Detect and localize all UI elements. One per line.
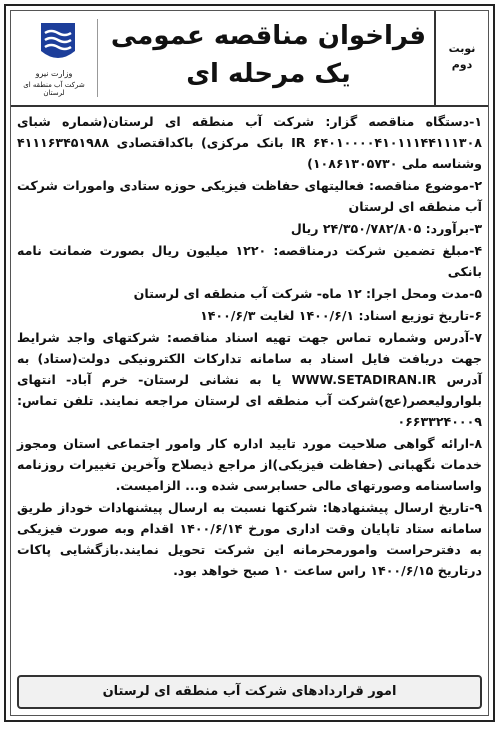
water-logo-icon xyxy=(39,21,77,67)
notice-page xyxy=(4,4,495,722)
item-text: برآورد: ۲۴/۳۵۰/۷۸۲/۸۰۵ ریال xyxy=(290,221,470,236)
edition-line-1: نوبت xyxy=(448,42,476,55)
item-number: ۱- xyxy=(469,114,482,129)
item-number: ۷- xyxy=(469,330,482,345)
item-text: موضوع مناقصه: فعالیتهای حفاظت فیزیکی حوزه ستادی وامورات شرکت آب منطقه ای لرستان xyxy=(17,178,482,214)
title-line-2: یک مرحله ای xyxy=(186,59,351,89)
notice-item xyxy=(17,218,482,239)
notice-frame xyxy=(10,10,489,716)
item-number: ۹- xyxy=(469,500,482,515)
logo-company-text: شرکت آب منطقه ای لرستان xyxy=(23,81,85,97)
title-line-1: فراخوان مناقصه عمومی xyxy=(110,21,427,51)
notice-header xyxy=(11,11,488,107)
company-logo xyxy=(17,19,98,97)
item-text: مدت ومحل اجرا: ۱۲ ماه- شرکت آب منطقه ای لرستان xyxy=(133,286,470,301)
item-number: ۸- xyxy=(469,436,482,451)
logo-ministry-text: وزارت نیرو xyxy=(35,69,73,78)
edition-line-2: دوم xyxy=(451,58,473,71)
item-text: آدرس وشماره تماس جهت تهیه اسناد مناقصه: شرکتهای واجد شرایط جهت دریافت فایل اسناد به سامانه تدارکات الکترونیکی دولت(ستاد) به آدرس WWW.SETADIRAN.IR یا به نشانی لرستان- خرم آباد- انتهای بلوارولیعصر(عج)شرکت آب منطقه ای لرستان مراجعه نمایند. تلفن تماس: ۰۶۶۳۳۲۴۰۰۰۹ xyxy=(17,330,482,429)
notice-item xyxy=(17,240,482,282)
notice-footer: امور قراردادهای شرکت آب منطقه ای لرستان xyxy=(17,675,482,709)
notice-item xyxy=(17,305,482,326)
item-number: ۵- xyxy=(469,286,482,301)
notice-body xyxy=(17,111,482,669)
notice-item xyxy=(17,111,482,174)
edition-label xyxy=(434,11,488,105)
notice-title xyxy=(107,17,430,99)
item-number: ۶- xyxy=(469,308,482,323)
item-number: ۴- xyxy=(469,243,483,258)
item-text: مبلغ تضمین شرکت درمناقصه: ۱۲۲۰ میلیون ریال بصورت ضمانت نامه بانکی xyxy=(17,243,482,279)
notice-item xyxy=(17,497,482,581)
item-number: ۲- xyxy=(469,178,482,193)
item-text: تاریخ ارسال پیشنهادها: شرکتها نسبت به ارسال پیشنهادات خوداز طریق سامانه ستاد تاپایان وقت اداری مورخ ۱۴۰۰/۶/۱۴ اقدام وبه صورت فیزیکی به دفترحراست وامورمحرمانه این شرکت تحویل نمایند.بازگشایی پاکات درتاریخ ۱۴۰۰/۶/۱۵ راس ساعت ۱۰ صبح خواهد بود. xyxy=(17,500,482,578)
item-text: ارائه گواهی صلاحیت مورد تایید اداره کار وامور اجتماعی استان ومجوز خدمات نگهبانی (حفاظت فیزیکی)از مراجع ذیصلاح وآخرین تغییرات روزنامه واساسنامه وصورتهای مالی حسابرسی شده و... الزامیست. xyxy=(17,436,482,493)
notice-item xyxy=(17,175,482,217)
item-text: تاریخ توزیع اسناد: ۱۴۰۰/۶/۱ لغایت ۱۴۰۰/۶/۳ xyxy=(200,308,470,323)
item-number: ۳- xyxy=(469,221,482,236)
notice-item xyxy=(17,433,482,496)
item-text: دستگاه مناقصه گزار: شرکت آب منطقه ای لرستان(شماره شبای ۶۴۰۱۰۰۰۰۴۱۰۱۱۱۴۴۱۱۱۳۰۸ IR بانک مرکزی) باکداقتصادی ۴۱۱۱۶۳۴۵۱۹۸۸ وشناسه ملی ۱۰۸۶۱۳۰۵۷۳۰) xyxy=(17,114,482,171)
notice-item xyxy=(17,283,482,304)
notice-item xyxy=(17,327,482,432)
